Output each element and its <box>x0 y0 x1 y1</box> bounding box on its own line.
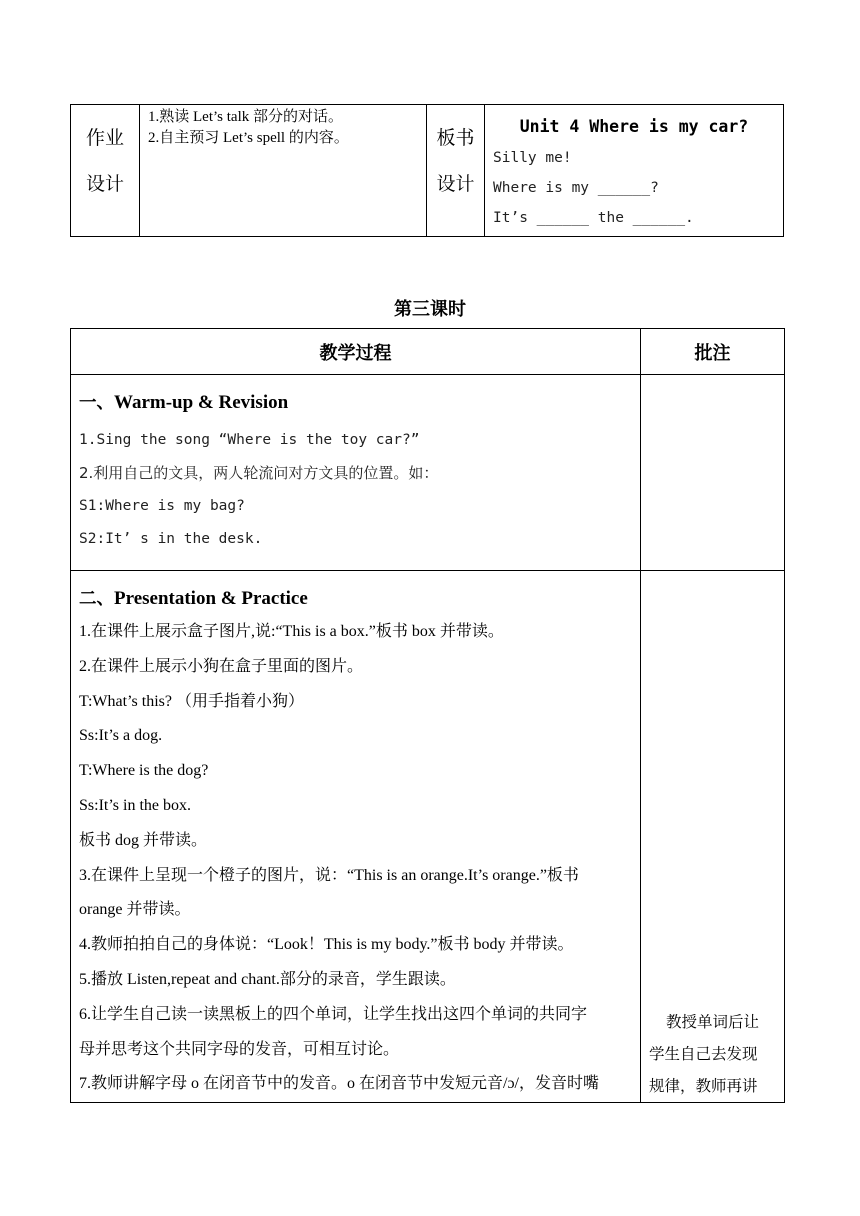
warmup-notes <box>641 375 784 570</box>
lesson-title: 第三课时 <box>394 299 466 320</box>
presentation-line: 6.让学生自己读一读黑板上的四个单词，让学生找出这四个单词的共同字 <box>79 1005 588 1023</box>
warmup-title-prefix: 一、 <box>79 393 114 413</box>
homework-item: 2.自主预习 Let’s spell 的内容。 <box>148 130 349 146</box>
warmup-lines <box>79 430 640 562</box>
teaching-process-table <box>70 328 785 1103</box>
warmup-content <box>71 375 641 570</box>
presentation-line: 1.在课件上展示盒子图片,说:“This is a box.”板书 box 并带读。 <box>79 623 504 640</box>
presentation-title-en: Presentation & Practice <box>114 588 308 609</box>
homework-label-cell <box>71 105 140 236</box>
warmup-line: 1.Sing the song “Where is the toy car?” <box>79 432 420 448</box>
board-line: It’s ______ the ______. <box>493 210 694 226</box>
table-header-row <box>71 329 784 375</box>
section-warmup-row <box>71 375 784 571</box>
presentation-notes <box>641 571 784 1102</box>
note-line: 学生自己去发现 <box>649 1045 758 1063</box>
homework-label-2: 设计 <box>85 173 124 195</box>
presentation-line: 3.在课件上呈现一个橙子的图片，说：“This is an orange.It’s orange.”板书 <box>79 866 579 884</box>
board-label-2: 设计 <box>436 173 475 195</box>
note-line: 规律，教师再讲 <box>649 1077 758 1095</box>
presentation-line: 板书 dog 并带读。 <box>79 831 208 849</box>
warmup-title-en: Warm-up & Revision <box>114 392 289 413</box>
header-notes: 批注 <box>694 342 731 364</box>
presentation-line: T:What’s this? （用手指着小狗） <box>79 692 304 710</box>
warmup-title <box>79 389 640 414</box>
note-line: 教授单词后让 <box>665 1013 759 1031</box>
warmup-line: 2.利用自己的文具，两人轮流问对方文具的位置。如： <box>79 464 439 482</box>
presentation-title-prefix: 二、 <box>79 589 114 609</box>
presentation-line: 5.播放 Listen,repeat and chant.部分的录音，学生跟读。 <box>79 970 456 988</box>
board-label-cell <box>427 105 485 236</box>
presentation-line: T:Where is the dog? <box>79 762 209 780</box>
presentation-line: Ss:It’s a dog. <box>79 727 163 745</box>
presentation-note <box>641 1006 784 1102</box>
header-process: 教学过程 <box>71 329 641 374</box>
presentation-content <box>71 571 641 1102</box>
board-design-content <box>485 105 783 236</box>
presentation-line: 7.教师讲解字母 o 在闭音节中的发音。o 在闭音节中发短元音/ɔ/，发音时嘴 <box>79 1075 599 1093</box>
homework-content <box>140 105 427 236</box>
homework-item: 1.熟读 Let’s talk 部分的对话。 <box>148 109 343 125</box>
board-line: Where is my ______? <box>493 180 659 196</box>
presentation-title <box>79 585 640 610</box>
board-label-1: 板书 <box>436 127 475 149</box>
homework-label-1: 作业 <box>85 127 124 149</box>
warmup-line: S1:Where is my bag? <box>79 498 245 514</box>
presentation-line: 母并思考这个共同字母的发音，可相互讨论。 <box>79 1040 400 1058</box>
board-title: Unit 4 Where is my car? <box>519 117 749 136</box>
board-line: Silly me! <box>493 150 572 166</box>
presentation-line: orange 并带读。 <box>79 901 191 919</box>
presentation-line: 2.在课件上展示小狗在盒子里面的图片。 <box>79 657 364 675</box>
presentation-lines <box>79 621 640 1108</box>
warmup-line: S2:It’ s in the desk. <box>79 531 263 547</box>
presentation-line: 4.教师拍拍自己的身体说：“Look！This is my body.”板书 body 并带读。 <box>79 936 574 954</box>
section-presentation-row <box>71 571 784 1102</box>
homework-board-table <box>70 104 784 237</box>
presentation-line: Ss:It’s in the box. <box>79 796 192 814</box>
